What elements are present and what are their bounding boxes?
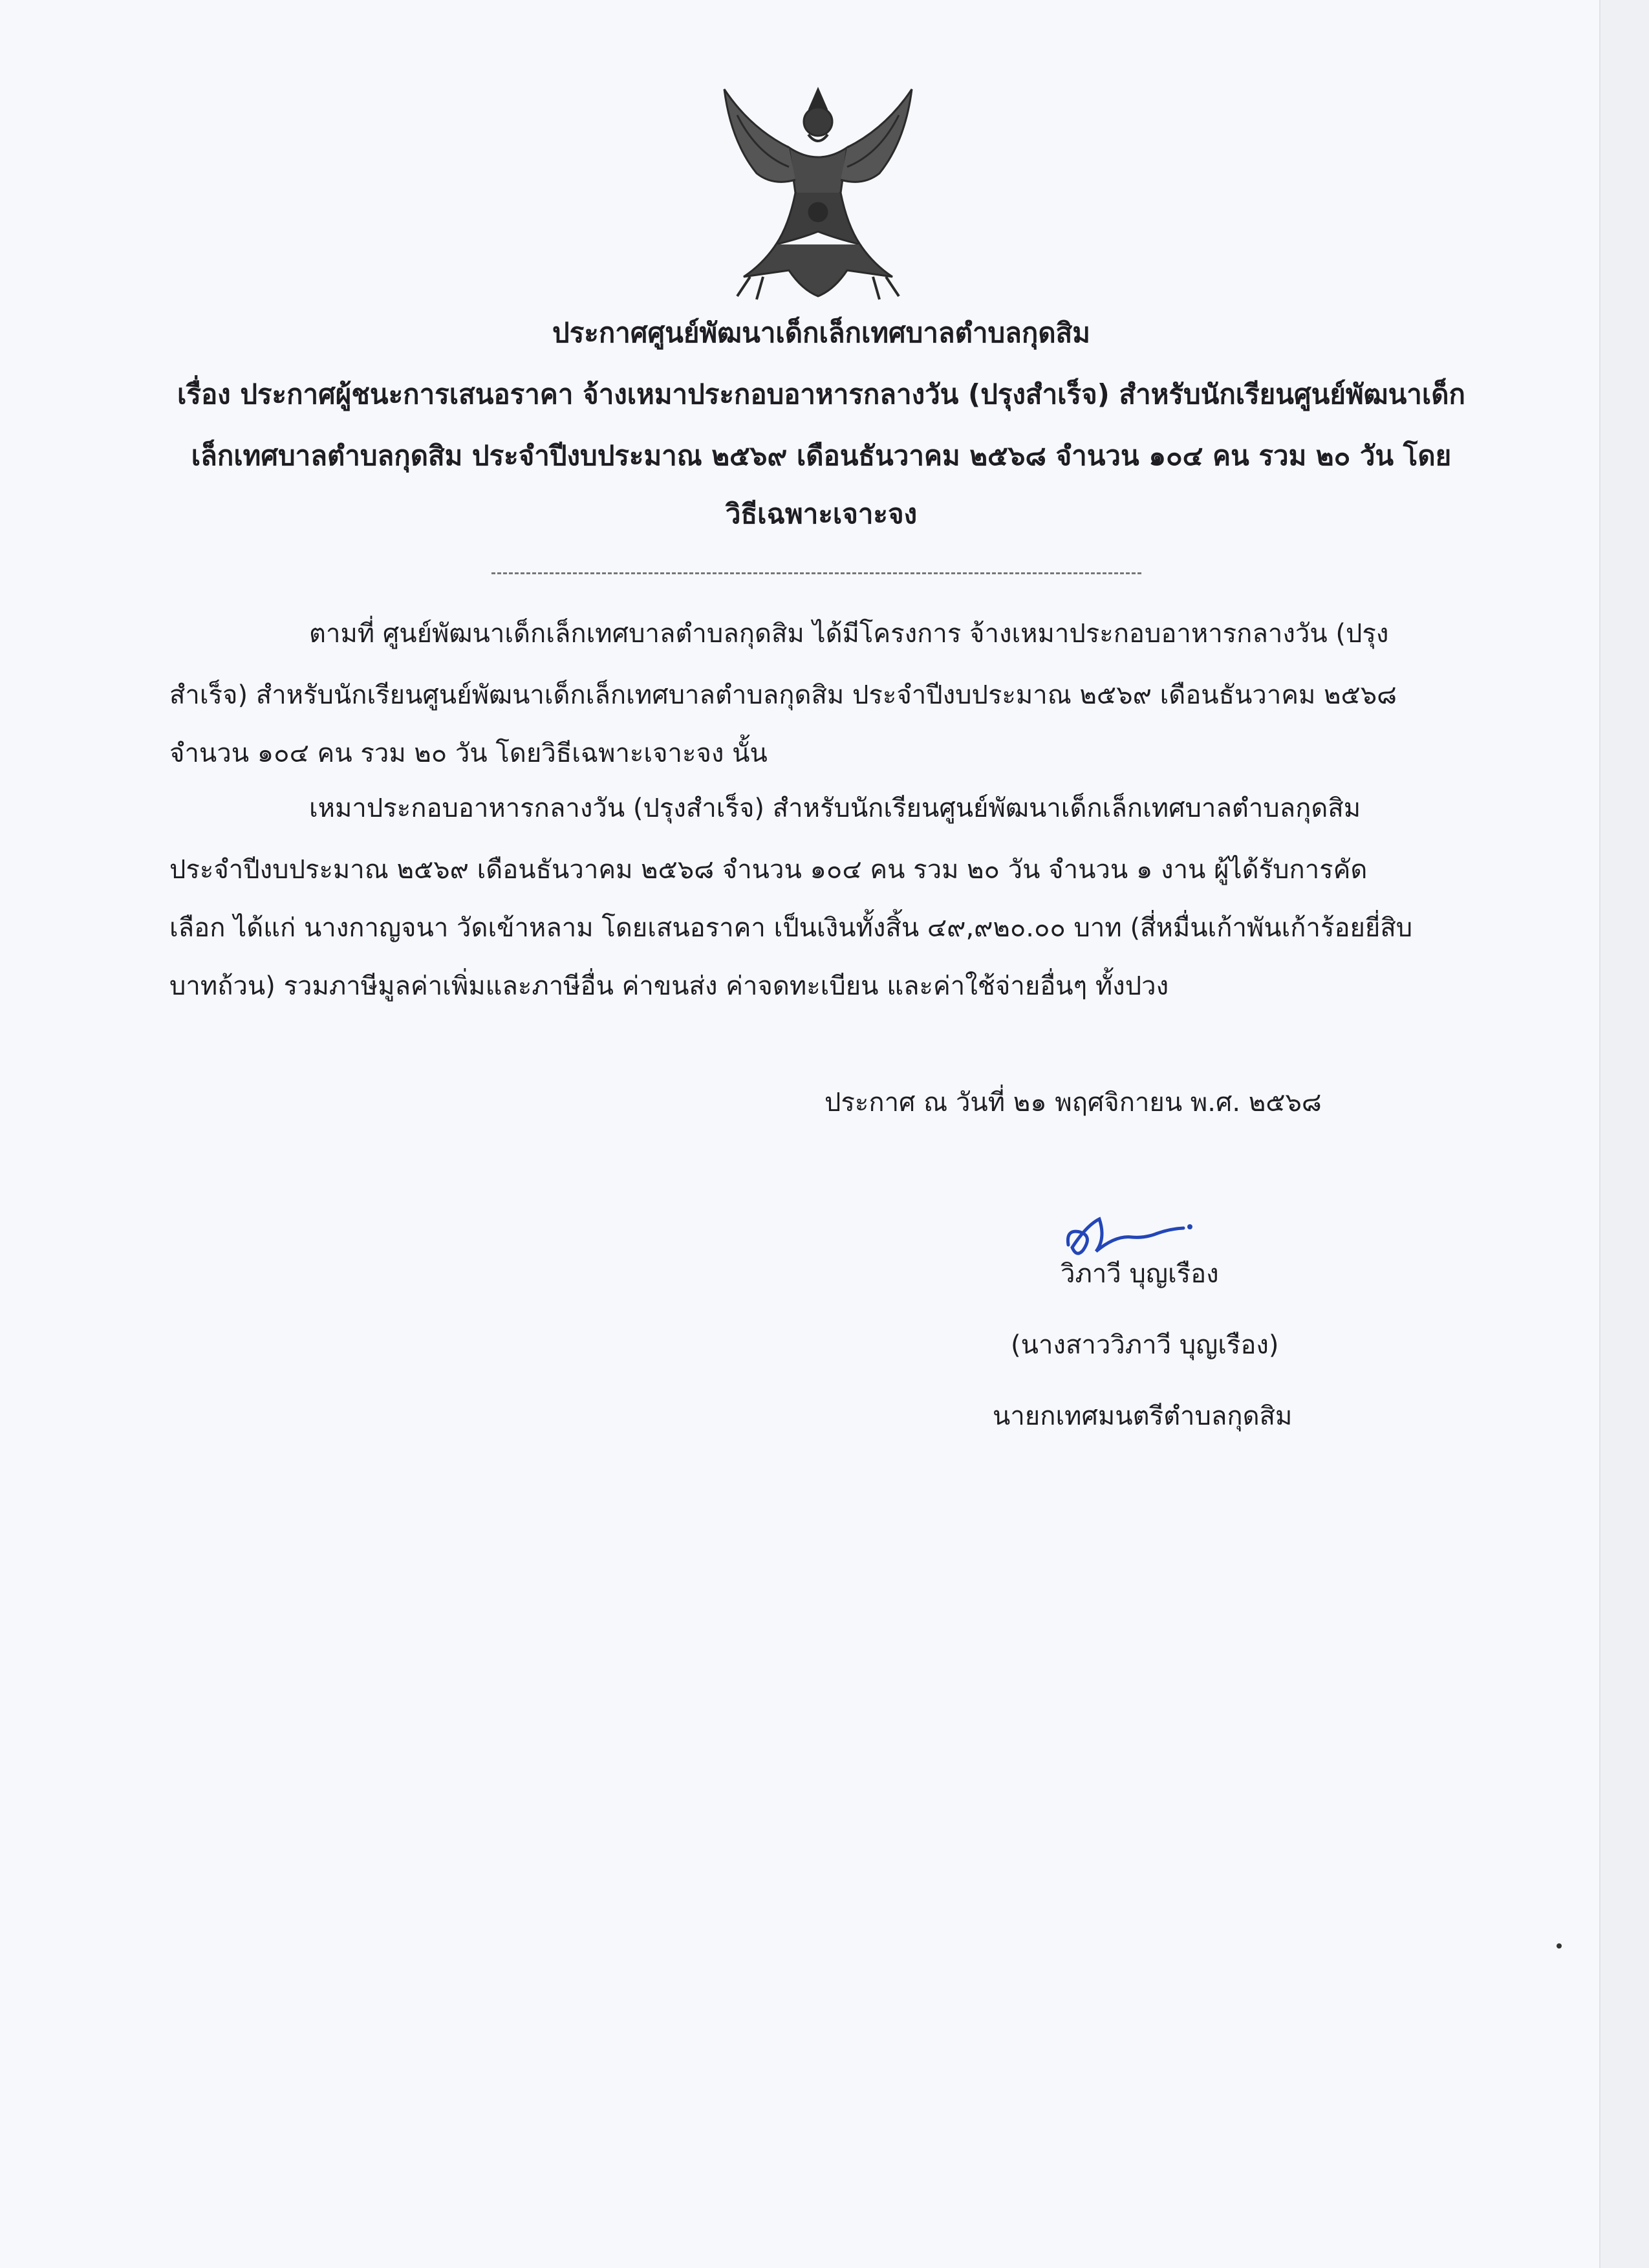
paragraph-1-line-3: จำนวน ๑๐๔ คน รวม ๒๐ วัน โดยวิธีเฉพาะเจาะจง นั้น — [169, 739, 768, 768]
paragraph-1-line-2: สำเร็จ) สำหรับนักเรียนศูนย์พัฒนาเด็กเล็กเทศบาลตำบลกุดสิม ประจำปีงบประมาณ ๒๕๖๙ เดือนธันวาคม ๒๕๖๘ — [169, 680, 1397, 710]
document-title: ประกาศศูนย์พัฒนาเด็กเล็กเทศบาลตำบลกุดสิม — [552, 317, 1090, 349]
subject-line-2: เล็กเทศบาลตำบลกุดสิม ประจำปีงบประมาณ ๒๕๖๙ เดือนธันวาคม ๒๕๖๘ จำนวน ๑๐๔ คน รวม ๒๐ วัน โดย — [191, 440, 1452, 471]
subject-line-3: วิธีเฉพาะเจาะจง — [725, 498, 918, 530]
signer-name: วิภาวี บุญเรือง — [1061, 1259, 1219, 1289]
garuda-emblem-icon — [711, 83, 925, 303]
scan-edge — [1599, 0, 1649, 2268]
subject-line-1: เรื่อง ประกาศผู้ชนะการเสนอราคา จ้างเหมาประกอบอาหารกลางวัน (ปรุงสำเร็จ) สำหรับนักเรียนศูนย์พัฒนาเด็ก — [177, 378, 1465, 410]
paragraph-2-line-4: บาทถ้วน) รวมภาษีมูลค่าเพิ่มและภาษีอื่น ค่าขนส่ง ค่าจดทะเบียน และค่าใช้จ่ายอื่นๆ ทั้งปวง — [169, 971, 1169, 1001]
announcement-date: ประกาศ ณ วันที่ ๒๑ พฤศจิกายน พ.ศ. ๒๕๖๘ — [824, 1088, 1322, 1118]
paragraph-1-line-1: ตามที่ ศูนย์พัฒนาเด็กเล็กเทศบาลตำบลกุดสิม ได้มีโครงการ จ้างเหมาประกอบอาหารกลางวัน (ปรุง — [309, 619, 1389, 649]
signer-full-name: (นางสาววิภาวี บุญเรือง) — [1011, 1330, 1279, 1360]
paragraph-2-line-3: เลือก ได้แก่ นางกาญจนา วัดเข้าหลาม โดยเสนอราคา เป็นเงินทั้งสิ้น ๔๙,๙๒๐.๐๐ บาท (สี่หมื่นเก้าพันเก้าร้อยยี่สิบ — [169, 913, 1413, 943]
separator-line — [491, 572, 1141, 574]
paragraph-2-line-1: เหมาประกอบอาหารกลางวัน (ปรุงสำเร็จ) สำหรับนักเรียนศูนย์พัฒนาเด็กเล็กเทศบาลตำบลกุดสิม — [309, 794, 1361, 823]
paragraph-2-line-2: ประจำปีงบประมาณ ๒๕๖๙ เดือนธันวาคม ๒๕๖๘ จำนวน ๑๐๔ คน รวม ๒๐ วัน จำนวน ๑ งาน ผู้ได้รับการคัด — [169, 855, 1368, 885]
signer-position: นายกเทศมนตรีตำบลกุดสิม — [993, 1401, 1293, 1431]
scan-speck — [1557, 1943, 1562, 1949]
